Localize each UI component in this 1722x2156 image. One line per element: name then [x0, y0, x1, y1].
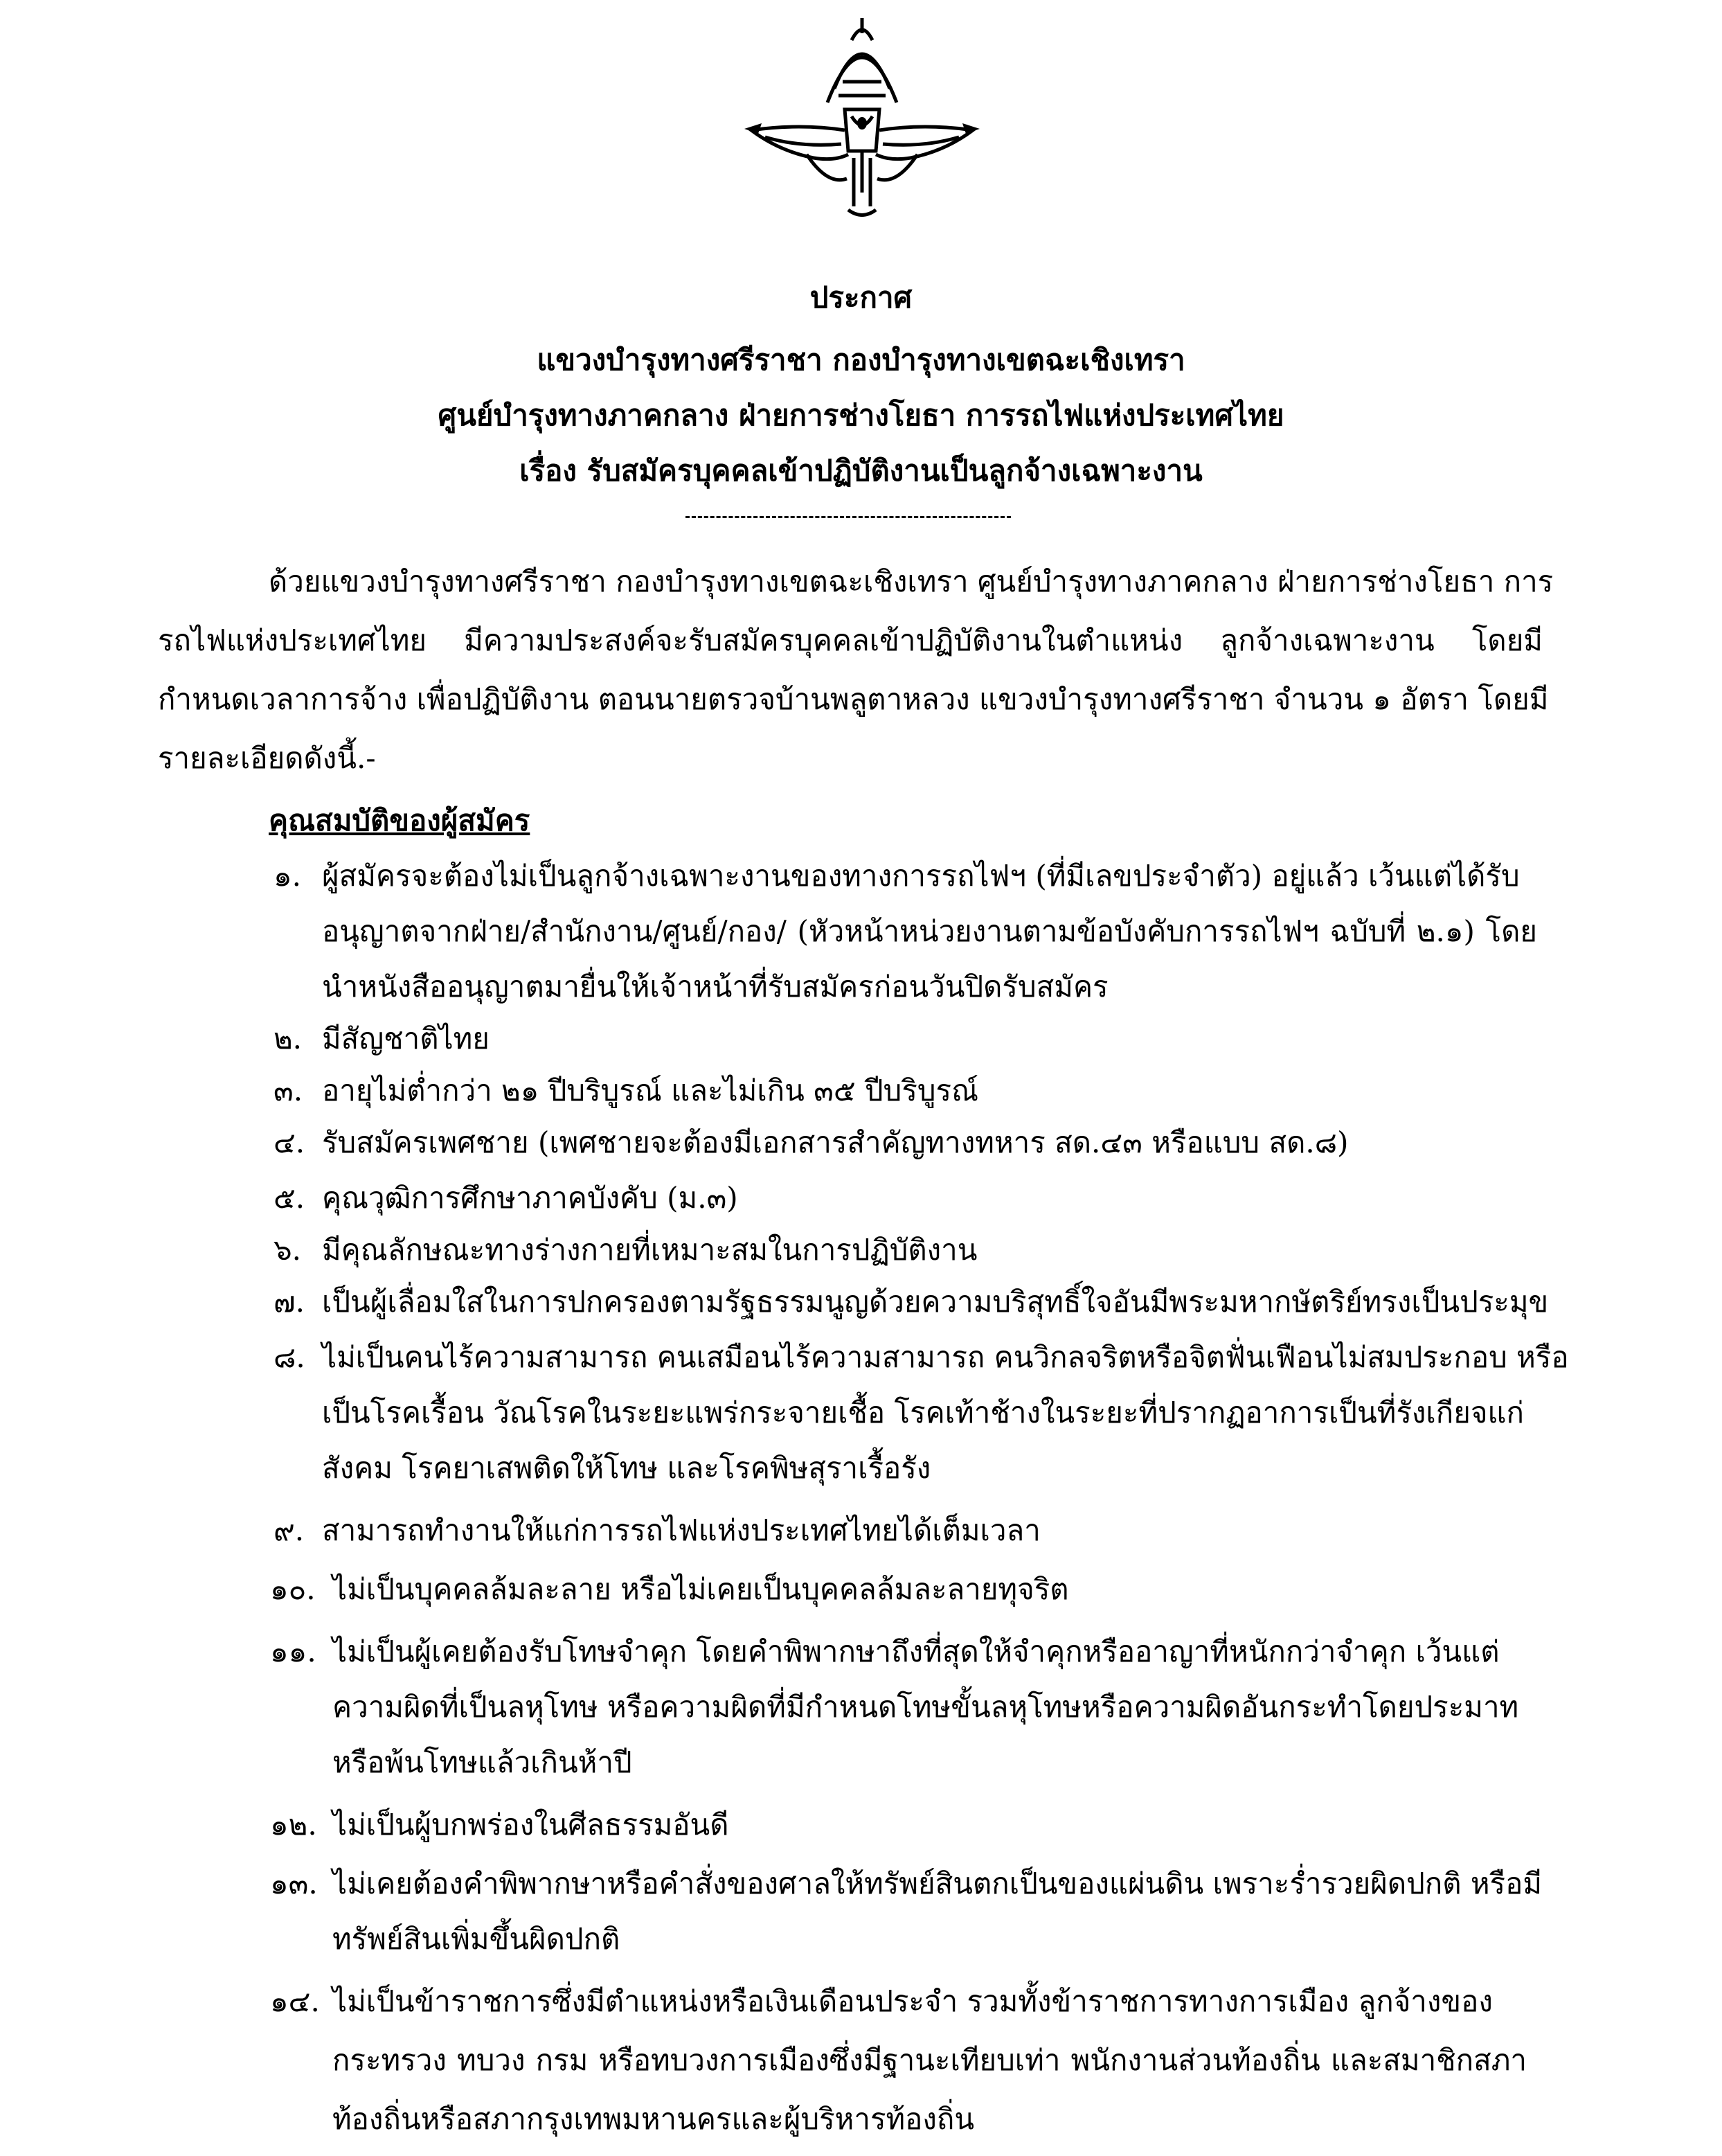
- item-line: ท้องถิ่นหรือสภากรุงเทพมหานครและผู้บริหารท้องถิ่น: [332, 2102, 975, 2136]
- item-number: ๑๔.: [270, 1984, 320, 2018]
- announcement-title: ประกาศ: [809, 280, 913, 314]
- section-title: คุณสมบัติของผู้สมัคร: [269, 803, 530, 837]
- item-line: เป็นผู้เลื่อมใสในการปกครองตามรัฐธรรมนูญด้วยความบริสุทธิ์ใจอันมีพระมหากษัตริย์ทรงเป็นประมุข: [322, 1285, 1549, 1319]
- item-number: ๑.: [273, 859, 302, 893]
- item-number: ๑๓.: [270, 1867, 318, 1900]
- item-line: ไม่เป็นผู้เคยต้องรับโทษจำคุก โดยคำพิพากษาถึงที่สุดให้จำคุกหรืออาญาที่หนักกว่าจำคุก เว้นแต่: [332, 1634, 1500, 1668]
- item-number: ๖.: [273, 1233, 302, 1267]
- office-line-2: ศูนย์บำรุงทางภาคกลาง ฝ่ายการช่างโยธา การรถไฟแห่งประเทศไทย: [438, 398, 1284, 432]
- subject-line: เรื่อง รับสมัครบุคคลเข้าปฏิบัติงานเป็นลูกจ้างเฉพาะงาน: [519, 454, 1203, 488]
- item-line: มีสัญชาติไทย: [322, 1022, 490, 1055]
- item-number: ๗.: [273, 1285, 305, 1319]
- item-line: อนุญาตจากฝ่าย/สำนักงาน/ศูนย์/กอง/ (หัวหน้าหน่วยงานตามข้อบังคับการรถไฟฯ ฉบับที่ ๒.๑) โดย: [322, 914, 1537, 948]
- item-line: ทรัพย์สินเพิ่มขึ้นผิดปกติ: [332, 1922, 620, 1956]
- item-line: สังคม โรคยาเสพติดให้โทษ และโรคพิษสุราเรื้อรัง: [322, 1451, 931, 1485]
- item-line: สามารถทำงานให้แก่การรถไฟแห่งประเทศไทยได้เต็มเวลา: [322, 1513, 1041, 1547]
- intro-line-3: กำหนดเวลาการจ้าง เพื่อปฏิบัติงาน ตอนนายตรวจบ้านพลูตาหลวง แขวงบำรุงทางศรีราชา จำนวน ๑ อัตรา โดยมี: [158, 682, 1549, 716]
- item-line: ไม่เป็นผู้บกพร่องในศีลธรรมอันดี: [332, 1808, 729, 1842]
- intro-line-4: รายละเอียดดังนี้.-: [158, 741, 376, 775]
- item-number: ๔.: [273, 1125, 305, 1159]
- item-line: รับสมัครเพศชาย (เพศชายจะต้องมีเอกสารสำคัญทางทหาร สด.๔๓ หรือแบบ สด.๘): [322, 1125, 1349, 1159]
- item-number: ๓.: [273, 1073, 303, 1107]
- item-line: มีคุณลักษณะทางร่างกายที่เหมาะสมในการปฏิบัติงาน: [322, 1233, 978, 1267]
- item-number: ๒.: [273, 1022, 303, 1055]
- office-line-1: แขวงบำรุงทางศรีราชา กองบำรุงทางเขตฉะเชิงเทรา: [537, 343, 1185, 377]
- item-line: ไม่เป็นคนไร้ความสามารถ คนเสมือนไร้ความสามารถ คนวิกลจริตหรือจิตฟั่นเฟือนไม่สมประกอบ หรือ: [322, 1340, 1569, 1374]
- item-line: นำหนังสืออนุญาตมายื่นให้เจ้าหน้าที่รับสมัครก่อนวันปิดรับสมัคร: [322, 970, 1109, 1004]
- item-number: ๘.: [273, 1340, 305, 1374]
- intro-line-2: รถไฟแห่งประเทศไทย มีความประสงค์จะรับสมัครบุคคลเข้าปฏิบัติงานในตำแหน่ง ลูกจ้างเฉพาะงาน โดยมี: [158, 623, 1543, 657]
- item-line: ไม่เป็นบุคคลล้มละลาย หรือไม่เคยเป็นบุคคลล้มละลายทุจริต: [332, 1572, 1069, 1606]
- item-number: ๙.: [273, 1513, 305, 1547]
- srt-emblem-icon: [724, 12, 1001, 220]
- item-line: ไม่เป็นข้าราชการซึ่งมีตำแหน่งหรือเงินเดือนประจำ รวมทั้งข้าราชการทางการเมือง ลูกจ้างของ: [332, 1984, 1493, 2018]
- item-line: ความผิดที่เป็นลหุโทษ หรือความผิดที่มีกำหนดโทษขั้นลหุโทษหรือความผิดอันกระทำโดยประมาท: [332, 1690, 1519, 1724]
- intro-line-1: ด้วยแขวงบำรุงทางศรีราชา กองบำรุงทางเขตฉะเชิงเทรา ศูนย์บำรุงทางภาคกลาง ฝ่ายการช่างโยธา การ: [269, 564, 1554, 598]
- item-number: ๑๑.: [270, 1634, 316, 1668]
- item-line: เป็นโรคเรื้อน วัณโรคในระยะแพร่กระจายเชื้อ โรคเท้าช้างในระยะที่ปรากฏอาการเป็นที่รังเกียจแก่: [322, 1396, 1524, 1429]
- item-line: กระทรวง ทบวง กรม หรือทบวงการเมืองซึ่งมีฐานะเทียบเท่า พนักงานส่วนท้องถิ่น และสมาชิกสภา: [332, 2043, 1527, 2077]
- item-number: ๑๐.: [270, 1572, 316, 1606]
- item-line: หรือพ้นโทษแล้วเกินห้าปี: [332, 1745, 632, 1779]
- item-number: ๕.: [273, 1181, 305, 1215]
- item-line: อายุไม่ต่ำกว่า ๒๑ ปีบริบูรณ์ และไม่เกิน ๓๕ ปีบริบูรณ์: [322, 1073, 979, 1107]
- item-line: ผู้สมัครจะต้องไม่เป็นลูกจ้างเฉพาะงานของทางการรถไฟฯ (ที่มีเลขประจำตัว) อยู่แล้ว เว้นแต่ได้รับ: [322, 859, 1520, 893]
- item-number: ๑๒.: [270, 1808, 317, 1842]
- item-line: คุณวุฒิการศึกษาภาคบังคับ (ม.๓): [322, 1181, 738, 1215]
- item-line: ไม่เคยต้องคำพิพากษาหรือคำสั่งของศาลให้ทรัพย์สินตกเป็นของแผ่นดิน เพราะร่ำรวยผิดปกติ หรือมี: [332, 1867, 1542, 1900]
- divider: [685, 516, 1011, 518]
